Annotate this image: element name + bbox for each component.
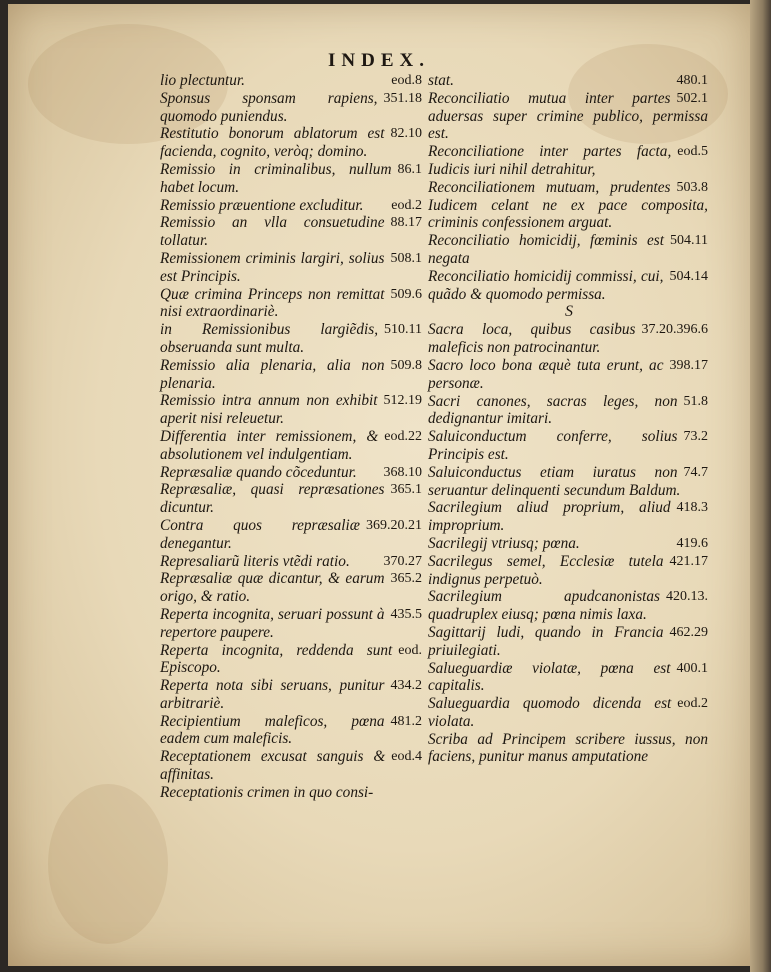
- entry-page-ref: 480.1: [676, 73, 708, 88]
- index-entry: [160, 570, 424, 606]
- entry-text: Remissionem criminis largiri, solius est Principis.: [160, 249, 385, 285]
- index-entry: [160, 553, 424, 571]
- index-entry: [428, 660, 710, 696]
- index-entry: [428, 535, 710, 553]
- index-entry: [160, 464, 424, 482]
- entry-page-ref: 74.7: [683, 464, 708, 480]
- entry-text: Sacri canones, sacras leges, non dedignantur imitari.: [428, 392, 678, 428]
- index-entry: [428, 179, 710, 232]
- index-entry: [160, 713, 424, 749]
- entry-text: lio plectuntur.: [160, 72, 245, 89]
- entry-page-ref: 369.20.21: [366, 517, 422, 533]
- entry-page-ref: 351.18: [383, 90, 422, 106]
- entry-text: Reconciliatio mutua inter partes aduersas super crimine publico, permissa est.: [428, 89, 708, 143]
- index-entry: [160, 677, 424, 713]
- index-column-left: [160, 72, 424, 802]
- section-letter: S: [565, 303, 573, 321]
- index-entry: [428, 499, 710, 535]
- index-entry: [160, 125, 424, 161]
- entry-text: Remissio intra annum non exhibit aperit nisi releuetur.: [160, 392, 378, 428]
- entry-text: stat.: [428, 72, 454, 89]
- entry-text: Repræsaliæ quæ dicantur, & earum origo, & ratio.: [160, 570, 385, 606]
- entry-page-ref: 502.1: [676, 90, 708, 106]
- index-entry: [428, 624, 710, 660]
- entry-page-ref: eod.5: [677, 144, 708, 160]
- entry-text: Quæ crimina Princeps non remittat nisi extraordinariè.: [160, 285, 385, 321]
- index-column-right: [428, 72, 710, 766]
- entry-text: Saluiconductum conferre, solius Principis est.: [428, 428, 678, 463]
- entry-text: Remissio præuentione excluditur.: [160, 196, 364, 214]
- page-edge: [750, 0, 771, 972]
- entry-text: Sacro loco bona æquè tuta erunt, ac personæ.: [428, 356, 664, 392]
- index-entry: [428, 588, 710, 624]
- entry-page-ref: eod.: [398, 642, 422, 658]
- index-entry: [160, 606, 424, 642]
- index-entry: [160, 357, 424, 393]
- entry-page-ref: 462.29: [669, 624, 708, 640]
- entry-page-ref: 365.2: [390, 571, 422, 587]
- page-header: INDEX.: [328, 50, 430, 71]
- index-entry: [428, 232, 710, 268]
- index-entry: [160, 784, 424, 802]
- entry-text: Sponsus sponsam rapiens, quomodo puniendus.: [160, 89, 378, 125]
- entry-text: Reperta nota sibi seruans, punitur arbitrariè.: [160, 677, 385, 712]
- entry-text: Sacrilegium aliud proprium, aliud improprium.: [428, 499, 671, 535]
- entry-text: Represaliarũ literis vtẽdi ratio.: [160, 552, 350, 570]
- entry-page-ref: 509.8: [390, 357, 422, 373]
- entry-text: Receptationis crimen in quo consi-: [160, 783, 374, 801]
- entry-page-ref: 370.27: [383, 553, 422, 569]
- entry-text: Reperta incognita, reddenda sunt Episcopo.: [160, 641, 393, 677]
- entry-text: Differentia inter remissionem, & absolutionem vel indulgentiam.: [160, 427, 379, 463]
- entry-page-ref: 420.13.: [666, 589, 708, 605]
- index-entry: [160, 286, 424, 322]
- index-entry: [160, 90, 424, 126]
- index-entry: [428, 393, 710, 429]
- index-entry: [160, 517, 424, 553]
- entry-page-ref: 504.11: [670, 233, 708, 249]
- entry-text: Sacra loca, quibus casibus maleficis non patrocinantur.: [428, 321, 636, 357]
- entry-page-ref: 504.14: [669, 268, 708, 284]
- entry-page-ref: 481.2: [390, 713, 422, 729]
- entry-text: Restitutio bonorum ablatorum est facienda, cognito, veròq; domino.: [160, 125, 385, 161]
- entry-page-ref: 510.11: [384, 322, 422, 338]
- paper-stain: [48, 784, 168, 944]
- index-entry: [160, 392, 424, 428]
- entry-page-ref: 37.20.396.6: [641, 322, 708, 338]
- entry-text: Scriba ad Principem scribere iussus, non faciens, punitur manus amputatione: [428, 730, 708, 766]
- entry-page-ref: eod.22: [384, 428, 422, 444]
- entry-page-ref: 435.5: [390, 606, 422, 622]
- index-entry: [428, 553, 710, 589]
- entry-text: Remissio an vlla consuetudine tollatur.: [160, 214, 385, 250]
- entry-text: Reconciliatio homicidij commissi, cui, quãdo & quomodo permissa.: [428, 267, 664, 303]
- entry-page-ref: 509.6: [390, 286, 422, 302]
- index-entry: [428, 731, 710, 767]
- entry-page-ref: 512.19: [383, 393, 422, 409]
- entry-page-ref: 51.8: [683, 393, 708, 409]
- entry-page-ref: eod.2: [677, 696, 708, 712]
- entry-text: Remissio alia plenaria, alia non plenaria.: [160, 356, 385, 392]
- entry-text: Reperta incognita, seruari possunt à repertore paupere.: [160, 605, 385, 641]
- entry-text: Contra quos repræsaliæ denegantur.: [160, 516, 360, 552]
- index-entry: [428, 428, 710, 464]
- index-entry: [160, 250, 424, 286]
- book-page: [8, 4, 750, 966]
- entry-text: Sacrilegus semel, Ecclesiæ tutela indignus perpetuò.: [428, 552, 664, 588]
- entry-page-ref: 508.1: [390, 250, 422, 266]
- index-entry: [428, 464, 710, 500]
- index-entry: [160, 161, 424, 197]
- index-entry: [428, 268, 710, 304]
- entry-page-ref: 418.3: [676, 500, 708, 516]
- entry-page-ref: 82.10: [390, 126, 422, 142]
- index-entry: [160, 214, 424, 250]
- index-entry: [428, 90, 710, 143]
- entry-page-ref: eod.4: [391, 749, 422, 765]
- entry-page-ref: 368.10: [383, 464, 422, 480]
- index-entry: [428, 357, 710, 393]
- entry-text: in Remissionibus largiẽdis, obseruanda sunt multa.: [160, 321, 379, 356]
- index-entry: [160, 321, 424, 357]
- entry-page-ref: 86.1: [397, 161, 422, 177]
- entry-text: Sagittarij ludi, quando in Francia priuilegiati.: [428, 623, 664, 659]
- entry-text: Recipientium maleficos, pœna eadem cum maleficis.: [160, 712, 385, 748]
- index-entry: [160, 748, 424, 784]
- index-entry: [428, 321, 710, 357]
- entry-page-ref: 434.2: [390, 678, 422, 694]
- entry-text: Salueguardiæ violatæ, pœna est capitalis.: [428, 659, 671, 695]
- index-entry: [160, 481, 424, 517]
- entry-page-ref: eod.2: [391, 197, 422, 213]
- index-entry: [160, 72, 424, 90]
- entry-text: Reconciliationem mutuam, prudentes Iudicem celant ne ex pace composita, criminis confessionem arguat.: [428, 178, 708, 232]
- entry-text: Salueguardia quomodo dicenda est violata.: [428, 695, 672, 730]
- entry-text: Reconciliatione inter partes facta, Iudicis iuri nihil detrahitur,: [428, 143, 672, 178]
- entry-page-ref: 400.1: [676, 660, 708, 676]
- entry-page-ref: 73.2: [683, 429, 708, 445]
- index-entry: [160, 642, 424, 678]
- entry-text: Reconciliatio homicidij, fœminis est negata: [428, 232, 665, 267]
- entry-text: Remissio in criminalibus, nullum habet locum.: [160, 160, 392, 196]
- index-entry: [428, 695, 710, 731]
- index-entry: [160, 197, 424, 215]
- index-entry: [428, 72, 710, 90]
- entry-page-ref: 398.17: [669, 357, 708, 373]
- entry-text: Receptationem excusat sanguis & affinitas.: [160, 748, 386, 784]
- index-entry: [428, 143, 710, 179]
- entry-page-ref: 421.17: [669, 553, 708, 569]
- entry-page-ref: eod.8: [391, 73, 422, 88]
- entry-page-ref: 419.6: [676, 535, 708, 551]
- entry-text: Repræsaliæ, quasi repræsationes dicuntur.: [160, 481, 385, 517]
- entry-text: Saluiconductus etiam iuratus non seruantur delinquenti secundum Baldum.: [428, 463, 681, 499]
- entry-text: Sacrilegij vtriusq; pœna.: [428, 534, 580, 552]
- entry-page-ref: 365.1: [390, 482, 422, 498]
- entry-page-ref: 503.8: [676, 179, 708, 195]
- entry-text: Sacrilegium apudcanonistas quadruplex eiusq; pœna nimis laxa.: [428, 588, 660, 624]
- entry-text: Repræsaliæ quando cõceduntur.: [160, 463, 357, 481]
- index-entry: [160, 428, 424, 464]
- entry-page-ref: 88.17: [390, 215, 422, 231]
